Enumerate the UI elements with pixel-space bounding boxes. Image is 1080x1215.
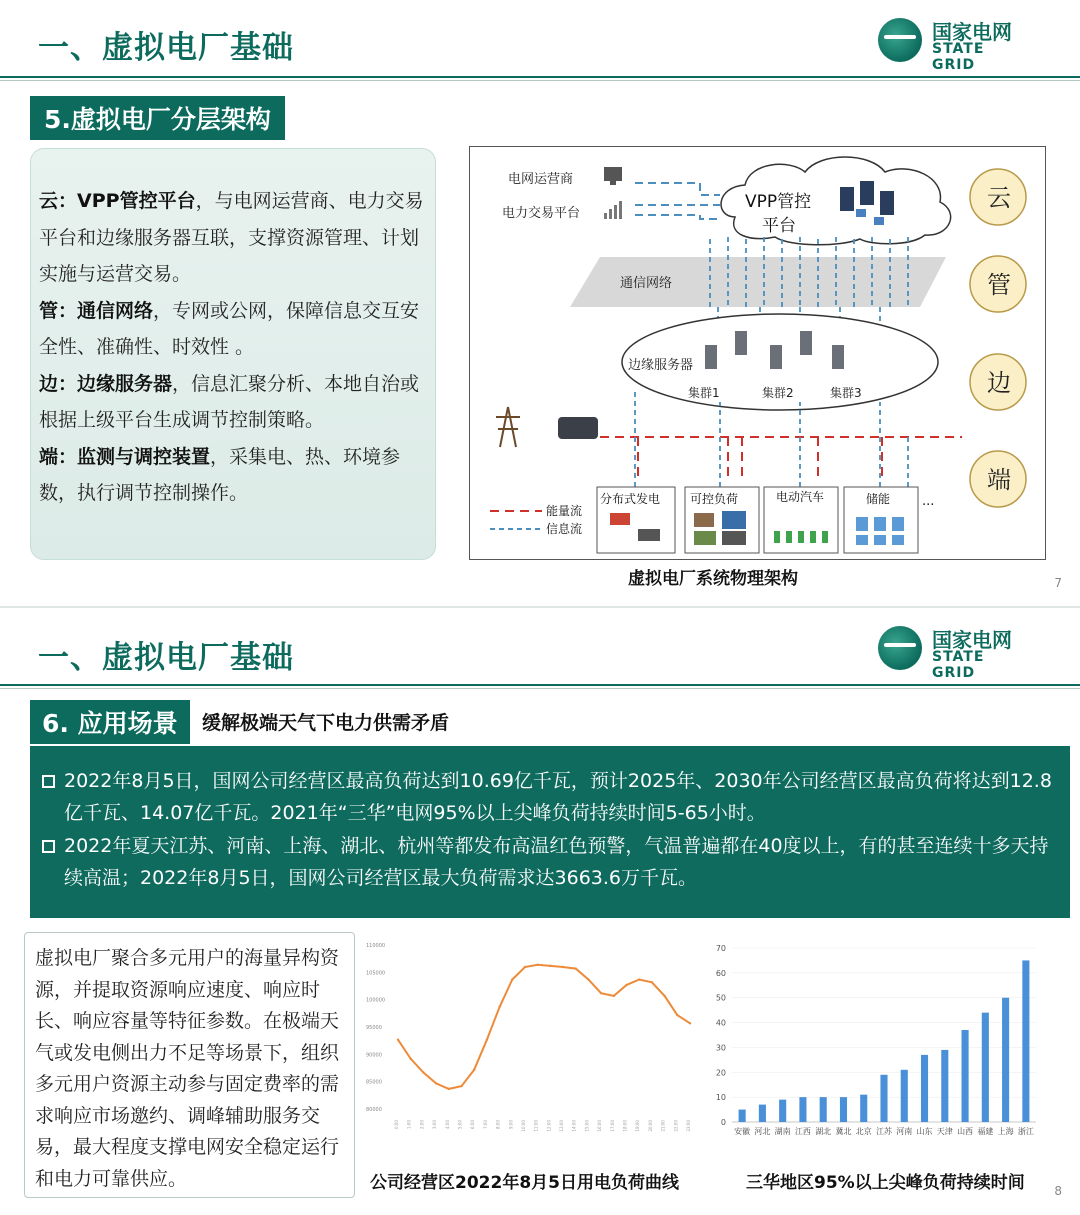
- state-grid-globe-icon: [878, 626, 922, 670]
- y-tick-label: 10: [715, 1093, 726, 1103]
- load-point: [651, 981, 653, 983]
- vpp-description-box: [24, 932, 355, 1198]
- load-point: [498, 1006, 500, 1008]
- x-tick-label: 1:00: [406, 1120, 412, 1129]
- category-label: 河北: [754, 1127, 771, 1136]
- x-tick-label: 6:00: [470, 1120, 476, 1129]
- bar-河南: [901, 1070, 908, 1122]
- load-point: [600, 992, 602, 994]
- layer-edge-text: 边: [987, 369, 1011, 397]
- load-point: [613, 995, 615, 997]
- vpp-architecture-diagram: [469, 146, 1046, 560]
- load-point: [575, 967, 577, 969]
- terminal-storage-label: 储能: [866, 492, 891, 506]
- x-tick-label: 16:00: [597, 1120, 603, 1132]
- grid-operator-label: 电网运营商: [508, 172, 574, 187]
- section-badge: 6. 应用场景: [30, 700, 190, 744]
- terminal-dg-label: 分布式发电: [600, 492, 661, 506]
- logo-en-text: STATE GRID: [932, 649, 985, 681]
- terminal-cl-label: 可控负荷: [690, 492, 739, 506]
- layer-cloud-text: 云: [987, 184, 1011, 212]
- y-tick-label: 0: [720, 1118, 726, 1127]
- header-divider-thin: [0, 688, 1080, 689]
- logo-cn-text: 国家电网: [932, 20, 1012, 44]
- header-divider-thin: [0, 80, 1080, 81]
- cluster-2-label: 集群2: [762, 386, 794, 400]
- category-label: 湖南: [774, 1127, 791, 1136]
- bar-冀北: [840, 1097, 847, 1122]
- monitor-icon: [604, 167, 622, 181]
- category-label: 浙江: [1017, 1127, 1034, 1136]
- x-tick-label: 4:00: [444, 1120, 450, 1129]
- load-point: [409, 1058, 411, 1060]
- layer-description-panel: [30, 148, 436, 560]
- state-grid-logo: [878, 16, 1028, 73]
- x-tick-label: 23:00: [686, 1120, 691, 1132]
- slide-title: 一、虚拟电厂基础: [38, 640, 294, 676]
- load-point: [587, 978, 589, 980]
- header-divider: [0, 76, 1080, 78]
- y-tick-label: 30: [715, 1043, 726, 1053]
- para-pipe: 管：通信网络，专网或公网，保障信息交互安全性、准确性、时效性 。: [39, 299, 420, 358]
- category-label: 北京: [855, 1127, 872, 1136]
- edge-server-label: 边缘服务器: [628, 358, 694, 373]
- x-tick-label: 14:00: [571, 1120, 577, 1132]
- state-grid-globe-icon: [878, 18, 922, 62]
- x-tick-label: 19:00: [635, 1120, 641, 1132]
- slide-title: 一、虚拟电厂基础: [38, 30, 294, 66]
- y-tick-label: 110000: [366, 943, 386, 949]
- category-label: 江苏: [876, 1127, 892, 1136]
- load-point: [460, 1085, 462, 1087]
- trading-platform-label: 电力交易平台: [502, 206, 581, 221]
- y-tick-label: 100000: [366, 997, 386, 1004]
- key-facts-box: [30, 746, 1070, 918]
- bar-浙江: [1022, 960, 1029, 1122]
- load-point: [511, 978, 513, 980]
- para-cloud: 云：VPP管控平台，与电网运营商、电力交易平台和边缘服务器互联，支撑资源管理、计划实施与运营交易。: [39, 190, 424, 285]
- x-tick-label: 15:00: [584, 1120, 590, 1132]
- legend-energy-label: 能量流: [546, 504, 583, 518]
- x-tick-label: 10:00: [520, 1120, 526, 1132]
- category-label: 山东: [916, 1127, 933, 1136]
- para-terminal: 端：监测与调控装置，采集电、热、环境参数，执行调节控制操作。: [39, 445, 401, 504]
- x-tick-label: 3:00: [432, 1120, 438, 1129]
- load-point: [473, 1069, 475, 1071]
- x-tick-label: 12:00: [546, 1120, 552, 1132]
- category-label: 冀北: [835, 1127, 852, 1136]
- load-point: [549, 965, 551, 967]
- signal-bars-icon: [604, 201, 622, 219]
- y-tick-label: 40: [715, 1018, 726, 1028]
- bar-天津: [941, 1050, 948, 1122]
- bar-湖南: [779, 1100, 786, 1122]
- y-tick-label: 85000: [366, 1079, 382, 1086]
- legend-info-label: 信息流: [546, 522, 583, 536]
- layer-markers: [970, 169, 1026, 507]
- page-number: 7: [1054, 576, 1062, 590]
- load-point: [689, 1022, 691, 1024]
- y-tick-label: 90000: [366, 1052, 382, 1059]
- checkbox-bullet-icon: [42, 840, 55, 853]
- load-point: [524, 966, 526, 968]
- power-tower-icon: [496, 407, 520, 447]
- category-label: 天津: [936, 1127, 953, 1136]
- category-label: 河南: [896, 1127, 913, 1136]
- load-point: [536, 964, 538, 966]
- y-tick-label: 70: [715, 944, 726, 953]
- load-curve-line: [398, 965, 690, 1089]
- load-point: [676, 1014, 678, 1016]
- bar-山西: [962, 1030, 969, 1122]
- x-tick-label: 7:00: [482, 1120, 488, 1129]
- x-tick-label: 17:00: [609, 1120, 615, 1132]
- bar-湖北: [820, 1097, 827, 1122]
- fact-bullet: 2022年夏天江苏、河南、上海、湖北、杭州等都发布高温红色预警，气温普遍都在40度以上，有的甚至连续十多天持续高温；2022年8月5日，国网公司经营区最大负荷需求达3663.6万千瓦。: [42, 831, 1056, 894]
- vpp-platform-label-2: 平台: [762, 216, 796, 236]
- x-tick-label: 8:00: [495, 1120, 501, 1129]
- load-point: [435, 1082, 437, 1084]
- y-tick-label: 80000: [366, 1107, 382, 1113]
- layer-pipe-text: 管: [987, 271, 1011, 299]
- bar-安徽: [739, 1110, 746, 1122]
- bar-上海: [1002, 998, 1009, 1122]
- load-curve-chart: [364, 930, 696, 1138]
- section-badge: 5.虚拟电厂分层架构: [30, 96, 285, 140]
- fact-bullet: 2022年8月5日，国网公司经营区最高负荷达到10.69亿千瓦，预计2025年、2030年公司经营区最高负荷将达到12.8亿千瓦、14.07亿千瓦。2021年“三华”电网95%以上尖峰负荷持续时间5-65小时。: [42, 766, 1056, 829]
- peak-duration-caption: 三华地区95%以上尖峰负荷持续时间: [746, 1173, 1025, 1193]
- diagram-caption: 虚拟电厂系统物理架构: [628, 569, 798, 589]
- load-curve-caption: 公司经营区2022年8月5日用电负荷曲线: [370, 1173, 679, 1193]
- y-tick-label: 95000: [366, 1025, 382, 1031]
- layer-terminal-text: 端: [987, 466, 1011, 494]
- cluster-3-label: 集群3: [830, 386, 862, 400]
- category-label: 湖北: [815, 1127, 832, 1136]
- vpp-description-text: 虚拟电厂聚合多元用户的海量异构资源，并提取资源响应速度、响应时长、响应容量等特征参数。在极端天气或发电侧出力不足等场景下，组织多元用户资源主动参与固定费率的需求响应市场邀约、调峰辅助服务交易，最大程度支撑电网安全稳定运行和电力可靠供应。: [35, 947, 340, 1190]
- terminal-ev-label: 电动汽车: [776, 490, 825, 504]
- load-point: [486, 1038, 488, 1040]
- bar-河北: [759, 1105, 766, 1122]
- bar-福建: [982, 1013, 989, 1122]
- slide-7: [0, 0, 1080, 607]
- load-point: [448, 1088, 450, 1090]
- cluster-1-label: 集群1: [688, 386, 720, 400]
- x-tick-label: 11:00: [533, 1120, 539, 1132]
- x-tick-label: 13:00: [559, 1120, 565, 1132]
- x-tick-label: 0:00: [394, 1120, 399, 1129]
- category-label: 江西: [794, 1127, 811, 1136]
- page-number: 8: [1054, 1184, 1062, 1198]
- bar-江苏: [880, 1075, 887, 1122]
- y-tick-label: 105000: [366, 970, 386, 977]
- x-tick-label: 9:00: [508, 1120, 514, 1129]
- terminal-ellipsis: ...: [922, 494, 935, 509]
- x-tick-label: 18:00: [622, 1120, 628, 1132]
- vpp-platform-label-1: VPP管控: [745, 192, 812, 212]
- logo-cn-text: 国家电网: [932, 628, 1012, 652]
- bar-山东: [921, 1055, 928, 1122]
- load-point: [663, 995, 665, 997]
- category-label: 安徽: [734, 1127, 751, 1136]
- y-tick-label: 50: [715, 993, 726, 1003]
- bar-江西: [799, 1097, 806, 1122]
- switch-icon: [558, 417, 598, 439]
- x-tick-label: 22:00: [673, 1120, 679, 1132]
- peak-duration-chart: [706, 932, 1042, 1142]
- load-point: [397, 1038, 399, 1040]
- category-label: 山西: [957, 1127, 974, 1136]
- y-tick-label: 60: [715, 968, 726, 978]
- section-subtitle: 缓解极端天气下电力供需矛盾: [202, 712, 450, 734]
- x-tick-label: 5:00: [457, 1120, 463, 1129]
- header-divider: [0, 684, 1080, 686]
- category-label: 福建: [977, 1127, 994, 1136]
- terminal-boxes: [597, 487, 934, 553]
- network-label: 通信网络: [620, 276, 673, 291]
- category-label: 上海: [997, 1127, 1014, 1136]
- x-tick-label: 2:00: [419, 1120, 425, 1129]
- legend: [490, 503, 582, 536]
- load-point: [638, 978, 640, 980]
- checkbox-bullet-icon: [42, 775, 55, 788]
- y-tick-label: 20: [715, 1068, 726, 1078]
- load-point: [562, 966, 564, 968]
- load-point: [422, 1071, 424, 1073]
- load-point: [625, 984, 627, 986]
- bar-北京: [860, 1095, 867, 1122]
- slide-8: [0, 608, 1080, 1215]
- x-tick-label: 20:00: [647, 1120, 653, 1132]
- para-edge: 边：边缘服务器，信息汇聚分析、本地自治或根据上级平台生成调节控制策略。: [39, 372, 420, 431]
- x-tick-label: 21:00: [660, 1120, 666, 1132]
- state-grid-logo: [878, 624, 1028, 681]
- logo-en-text: STATE GRID: [932, 41, 985, 73]
